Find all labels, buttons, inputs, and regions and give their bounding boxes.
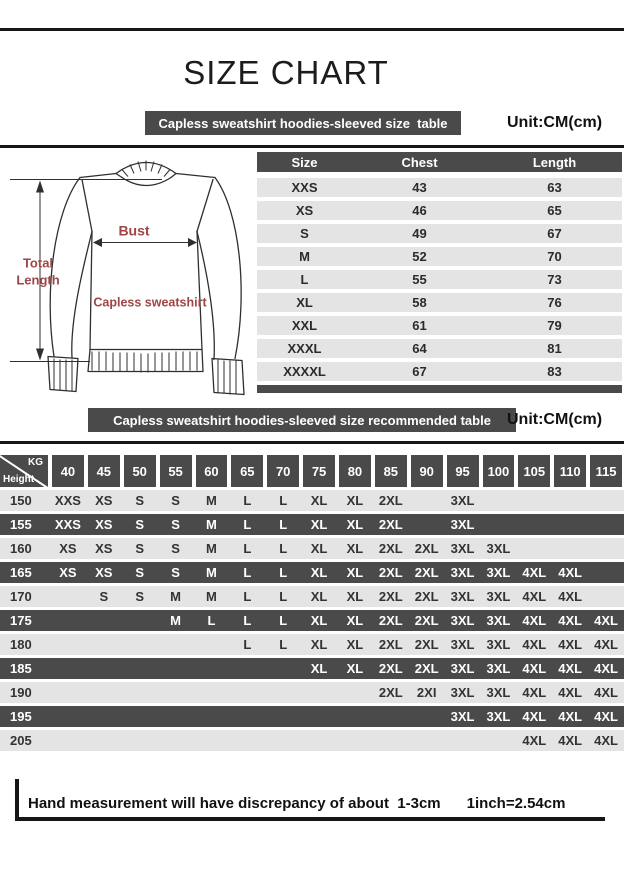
header-rule [0, 145, 624, 148]
size-value-cell: S [135, 541, 145, 556]
size-value-cell: L [279, 517, 288, 532]
size-value-cell: XL [310, 661, 328, 676]
size-value-cell: 3XL [486, 709, 511, 724]
sweatshirt-outline [48, 161, 244, 395]
chest-cell: 67 [412, 364, 427, 379]
size-value-cell: 2XL [378, 541, 403, 556]
weight-header-cell: 50 [124, 455, 156, 487]
size-value-cell: 4XL [522, 733, 547, 748]
weight-header-cell: 40 [52, 455, 84, 487]
chest-cell: 61 [412, 318, 427, 333]
corner-kg-label: KG [28, 457, 43, 468]
weight-header-cell: 60 [196, 455, 228, 487]
size-value-cell: XL [346, 589, 364, 604]
size-value-cell: M [206, 493, 217, 508]
size-table [257, 152, 622, 393]
size-cell: XXL [291, 318, 318, 333]
size-table-row [257, 316, 622, 335]
weight-header-cell: 115 [590, 455, 622, 487]
size-value-cell: 2XL [414, 565, 439, 580]
size-value-cell: L [279, 589, 288, 604]
size-value-cell: 4XL [558, 709, 583, 724]
matrix-row [0, 706, 624, 727]
matrix-row [0, 490, 624, 511]
height-label: 160 [10, 541, 32, 556]
size-table-header [257, 152, 622, 172]
size-value-cell: 4XL [594, 685, 618, 700]
height-label: 175 [10, 613, 32, 628]
size-table-row [257, 270, 622, 289]
length-cell: 81 [547, 341, 562, 356]
size-value-cell: 3XL [486, 685, 511, 700]
size-table-row [257, 201, 622, 220]
size-value-cell: XS [95, 517, 113, 532]
length-cell: 65 [547, 203, 562, 218]
matrix-header [0, 455, 624, 487]
chest-cell: 43 [412, 180, 427, 195]
size-value-cell: 4XL [522, 637, 547, 652]
height-label: 155 [10, 517, 32, 532]
size-value-cell: S [171, 493, 180, 508]
size-value-cell: L [243, 517, 252, 532]
size-value-cell: L [243, 613, 252, 628]
size-value-cell: 4XL [594, 613, 618, 628]
size-value-cell: L [279, 493, 288, 508]
size-value-cell: 4XL [594, 709, 618, 724]
length-cell: 70 [547, 249, 562, 264]
size-table-banner: Capless sweatshirt hoodies-sleeved size table [145, 111, 461, 135]
recommend-table-banner: Capless sweatshirt hoodies-sleeved size recommended table [88, 408, 516, 432]
size-value-cell: 2XL [414, 613, 439, 628]
size-value-cell: 2XL [414, 541, 439, 556]
weight-header-cell: 85 [375, 455, 407, 487]
size-table-bottom-bar [257, 385, 622, 393]
size-value-cell: 3XL [450, 565, 475, 580]
height-label: 190 [10, 685, 32, 700]
size-value-cell: M [170, 613, 181, 628]
size-value-cell: 4XL [558, 637, 583, 652]
size-value-cell: XL [310, 613, 328, 628]
size-value-cell: 2XL [378, 493, 403, 508]
size-value-cell: 2XL [378, 589, 403, 604]
height-label: 150 [10, 493, 32, 508]
height-label: 195 [10, 709, 32, 724]
size-value-cell: 4XL [558, 733, 583, 748]
weight-header-cell: 80 [339, 455, 371, 487]
size-value-cell: S [171, 565, 180, 580]
size-table-row [257, 178, 622, 197]
size-value-cell: M [206, 589, 217, 604]
bust-arrow [93, 238, 197, 247]
size-value-cell: 4XL [594, 637, 618, 652]
size-cell: XXS [291, 180, 318, 195]
matrix-row [0, 538, 624, 559]
size-value-cell: 3XL [486, 589, 511, 604]
matrix-body [0, 490, 624, 754]
size-value-cell: 2XL [378, 565, 403, 580]
height-label: 165 [10, 565, 32, 580]
size-value-cell: M [206, 517, 217, 532]
weight-header-cell: 70 [267, 455, 299, 487]
total-length-arrow [36, 181, 44, 361]
size-value-cell: 3XL [486, 613, 511, 628]
size-value-cell: XS [95, 493, 113, 508]
size-value-cell: S [135, 493, 145, 508]
size-value-cell: XXS [54, 517, 81, 532]
size-value-cell: 3XL [486, 661, 511, 676]
weight-header-cell: 55 [160, 455, 192, 487]
size-value-cell: XL [346, 613, 364, 628]
size-table-row [257, 224, 622, 243]
size-value-cell: S [135, 517, 145, 532]
unit-label-bottom: Unit:CM(cm) [507, 411, 603, 428]
size-value-cell: S [135, 589, 145, 604]
size-cell: S [300, 226, 309, 241]
size-value-cell: 3XL [450, 493, 475, 508]
recommend-rule [0, 441, 624, 444]
size-value-cell: XXS [54, 493, 81, 508]
bust-label: Bust [118, 222, 150, 239]
size-value-cell: XL [310, 637, 328, 652]
size-value-cell: 3XL [450, 541, 475, 556]
size-value-cell: 3XL [450, 517, 475, 532]
size-cell: XL [296, 295, 313, 310]
matrix-row [0, 658, 624, 679]
size-value-cell: XS [95, 565, 113, 580]
size-value-cell: 3XL [450, 637, 475, 652]
size-value-cell: 4XL [522, 589, 547, 604]
size-table-row [257, 293, 622, 312]
chest-cell: 58 [412, 295, 427, 310]
size-cell: M [299, 249, 310, 264]
size-value-cell: L [243, 637, 252, 652]
size-table-row [257, 362, 622, 381]
length-cell: 76 [547, 295, 562, 310]
size-value-cell: S [99, 589, 109, 604]
size-value-cell: 4XL [558, 661, 583, 676]
size-value-cell: 3XL [450, 685, 475, 700]
size-value-cell: XL [310, 517, 328, 532]
chest-cell: 46 [412, 203, 427, 218]
size-value-cell: M [206, 541, 217, 556]
length-column-header: Length [532, 154, 577, 170]
size-value-cell: XL [346, 493, 364, 508]
unit-label-top: Unit:CM(cm) [507, 114, 603, 131]
size-value-cell: 2XL [378, 517, 403, 532]
size-column-header: Size [291, 154, 318, 170]
length-cell: 79 [547, 318, 562, 333]
size-value-cell: L [279, 613, 288, 628]
size-value-cell: S [135, 565, 145, 580]
size-value-cell: XL [346, 517, 364, 532]
size-cell: XXXXL [283, 364, 326, 379]
size-table-row [257, 247, 622, 266]
height-label: 170 [10, 589, 32, 604]
matrix-row [0, 562, 624, 583]
size-value-cell: 3XL [486, 565, 511, 580]
size-value-cell: L [243, 589, 252, 604]
size-value-cell: XL [310, 541, 328, 556]
size-value-cell: S [171, 541, 180, 556]
chest-cell: 64 [412, 341, 427, 356]
matrix-row [0, 586, 624, 607]
height-label: 185 [10, 661, 32, 676]
size-value-cell: 3XL [450, 661, 475, 676]
length-cell: 67 [547, 226, 562, 241]
chest-column-header: Chest [401, 154, 438, 170]
size-table-rows [257, 178, 622, 381]
size-value-cell: XS [59, 565, 77, 580]
size-value-cell: L [243, 565, 252, 580]
matrix-row [0, 634, 624, 655]
chest-cell: 55 [412, 272, 427, 287]
size-value-cell: 2XL [414, 661, 439, 676]
size-value-cell: 2XL [378, 685, 403, 700]
size-value-cell: XL [346, 541, 364, 556]
size-value-cell: 3XL [486, 637, 511, 652]
size-value-cell: 4XL [594, 733, 618, 748]
top-rule [0, 28, 624, 31]
size-value-cell: 3XL [450, 709, 475, 724]
size-value-cell: 3XL [486, 541, 511, 556]
height-label: 205 [10, 733, 32, 748]
size-value-cell: 3XL [450, 613, 475, 628]
total-length-label-line2: Length [16, 272, 60, 288]
size-value-cell: 4XL [558, 565, 583, 580]
size-value-cell: XS [95, 541, 113, 556]
size-value-cell: 2XL [378, 613, 403, 628]
size-value-cell: XL [310, 493, 328, 508]
weight-header-cell: 65 [231, 455, 263, 487]
size-value-cell: 4XL [522, 661, 547, 676]
height-label: 180 [10, 637, 32, 652]
total-length-label-line1: Total [22, 255, 54, 271]
matrix-row [0, 730, 624, 751]
chest-cell: 52 [412, 249, 427, 264]
size-value-cell: XL [346, 637, 364, 652]
sweatshirt-diagram [2, 150, 257, 408]
weight-header-cell: 100 [483, 455, 515, 487]
length-cell: 63 [547, 180, 562, 195]
length-cell: 73 [547, 272, 562, 287]
size-cell: L [300, 272, 309, 287]
weight-header-cell: 45 [88, 455, 120, 487]
weight-header-cell: 90 [411, 455, 443, 487]
inch-conversion-note: 1inch=2.54cm [466, 795, 566, 812]
size-value-cell: M [170, 589, 181, 604]
weight-header-cell: 75 [303, 455, 335, 487]
size-value-cell: XL [346, 565, 364, 580]
size-value-cell: XL [346, 661, 364, 676]
size-value-cell: 4XL [558, 685, 583, 700]
chest-cell: 49 [412, 226, 427, 241]
size-value-cell: 2XL [414, 637, 439, 652]
size-value-cell: XL [310, 589, 328, 604]
product-label: Capless sweatshirt [93, 295, 207, 310]
matrix-row [0, 610, 624, 631]
size-table-row [257, 339, 622, 358]
matrix-row [0, 682, 624, 703]
size-value-cell: 4XL [558, 613, 583, 628]
size-value-cell: 4XL [522, 565, 547, 580]
size-cell: XXXL [287, 341, 322, 356]
size-value-cell: S [171, 517, 180, 532]
size-value-cell: 4XL [522, 709, 547, 724]
size-value-cell: M [206, 565, 217, 580]
footer-note-box [15, 779, 605, 821]
weight-header-cell: 110 [554, 455, 586, 487]
size-value-cell: 4XL [558, 589, 583, 604]
size-value-cell: XS [59, 541, 77, 556]
size-value-cell: 2XL [378, 661, 403, 676]
size-cell: XS [295, 203, 314, 218]
measurement-note: Hand measurement will have discrepancy of about 1-3cm [28, 795, 441, 812]
size-value-cell: 2XL [414, 589, 439, 604]
matrix-row [0, 514, 624, 535]
corner-height-label: Height [3, 474, 35, 485]
size-value-cell: 2XL [378, 637, 403, 652]
page-title: SIZE CHART [183, 54, 389, 91]
size-value-cell: 4XL [522, 685, 547, 700]
size-value-cell: 4XL [522, 613, 547, 628]
size-value-cell: L [279, 637, 288, 652]
size-value-cell: 2XI [416, 685, 437, 700]
size-value-cell: L [279, 541, 288, 556]
length-cell: 83 [547, 364, 562, 379]
size-value-cell: L [243, 493, 252, 508]
size-value-cell: 3XL [450, 589, 475, 604]
size-value-cell: L [243, 541, 252, 556]
matrix-corner-cell [0, 455, 48, 487]
weight-header-cell: 105 [518, 455, 550, 487]
size-value-cell: L [207, 613, 216, 628]
weight-header-cell: 95 [447, 455, 479, 487]
size-value-cell: L [279, 565, 288, 580]
size-value-cell: XL [310, 565, 328, 580]
size-value-cell: 4XL [594, 661, 618, 676]
